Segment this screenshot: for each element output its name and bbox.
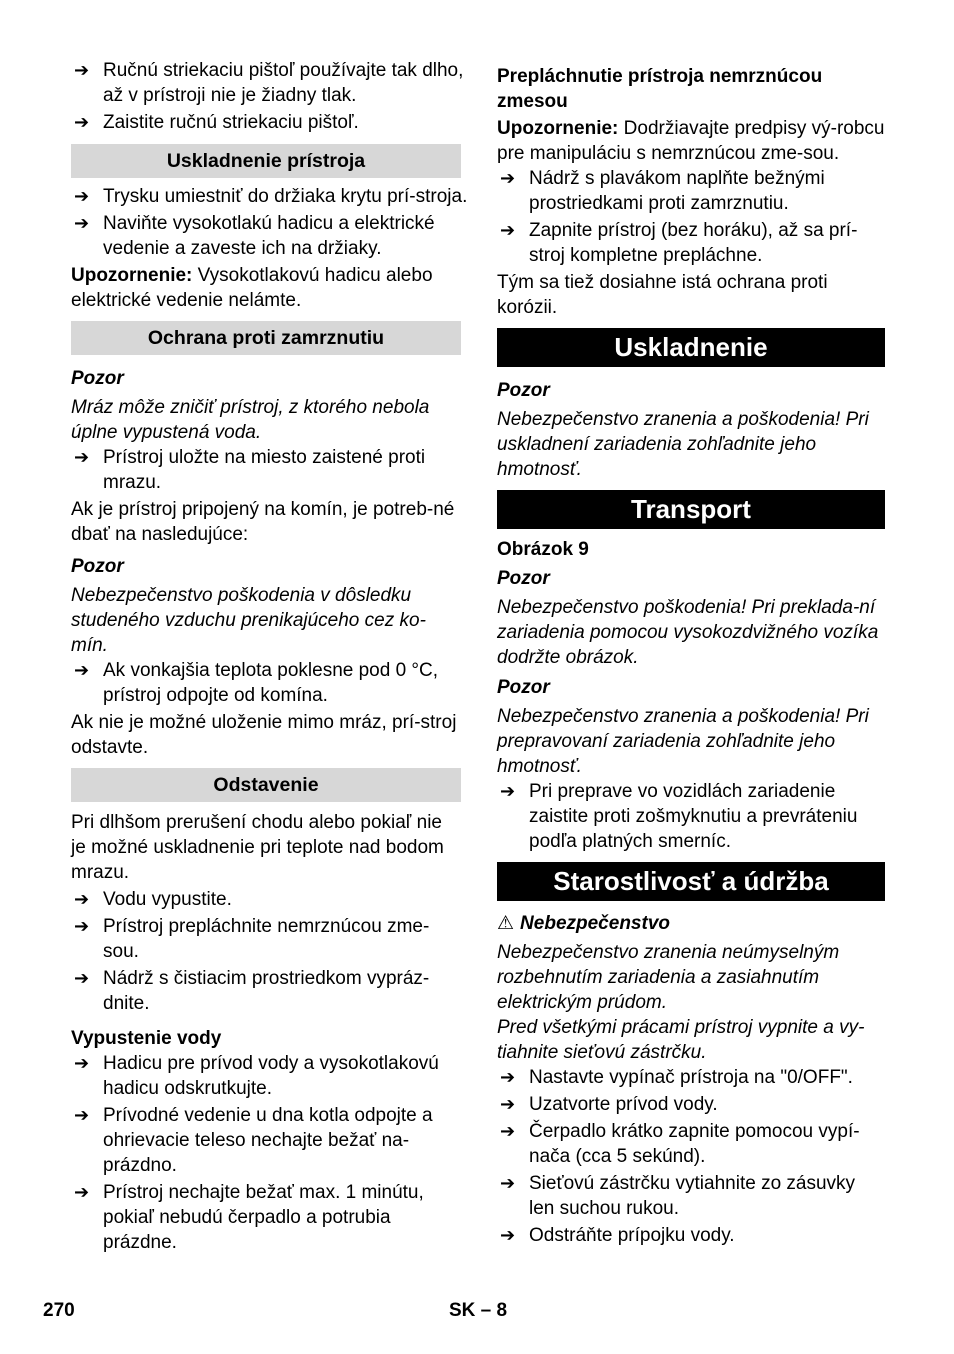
bullet-item: ➔ Naviňte vysokotlakú hadicu a elektrické vedenie a zaveste ich na držiaky. — [71, 211, 461, 261]
caution-label: Pozor — [497, 380, 550, 401]
caution-text: Mráz môže zničiť prístroj, z ktorého nebola úplne vypustená voda. — [71, 397, 430, 443]
caution-text: Nebezpečenstvo poškodenia v dôsledku studeného vzduchu prenikajúceho cez ko-mín. — [71, 585, 426, 656]
section-heading-storage-device: Uskladnenie prístroja — [71, 144, 461, 178]
bullet-item: ➔ Čerpadlo krátko zapnite pomocou vypí-nača (cca 5 sekúnd). — [497, 1119, 885, 1169]
caution-label: Pozor — [71, 368, 124, 389]
section-heading-shutdown: Odstavenie — [71, 768, 461, 802]
section-code: SK – 8 — [449, 1300, 508, 1321]
note-text: Vysokotlakovú hadicu alebo elektrické vedenie nelámte. — [71, 265, 433, 311]
caution-text: Nebezpečenstvo zranenia a poškodenia! Pri uskladnení zariadenia zohľadnite jeho hmotnosť. — [497, 409, 869, 480]
chapter-heading-transport: Transport — [497, 490, 885, 529]
bullet-item: ➔ Nádrž s plavákom naplňte bežnými prostriedkami proti zamrznutiu. — [497, 166, 885, 216]
danger-text: Nebezpečenstvo zranenia neúmyselným rozbehnutím zariadenia a zasiahnutím elektrickým prúdom. — [497, 942, 840, 1013]
paragraph: Ak nie je možné uloženie mimo mráz, prí-stroj odstavte. — [71, 712, 457, 758]
section-heading-frost-protection: Ochrana proti zamrznutiu — [71, 321, 461, 355]
page-number: 270 — [43, 1300, 75, 1321]
right-column — [497, 58, 885, 1248]
note-text: Dodržiavajte predpisy vý-robcu pre manipuláciu s nemrznúcou zme-sou. — [497, 118, 885, 164]
bullet-item: ➔ Zaistite ručnú striekaciu pištoľ. — [71, 110, 461, 135]
danger-text: Pred všetkými prácami prístroj vypnite a vy-tiahnite sieťovú zástrčku. — [497, 1017, 865, 1063]
bullet-item: ➔ Uzatvorte prívod vody. — [497, 1092, 885, 1117]
bullet-item: ➔ Ak vonkajšia teplota poklesne pod 0 °C, prístroj odpojte od komína. — [71, 658, 461, 708]
bullet-item: ➔ Prístroj uložte na miesto zaistené proti mrazu. — [71, 445, 461, 495]
bullet-item: ➔ Nastavte vypínač prístroja na "0/OFF". — [497, 1065, 885, 1090]
figure-reference: Obrázok 9 — [497, 539, 589, 560]
paragraph: Pri dlhšom prerušení chodu alebo pokiaľ nie je možné uskladnenie pri teplote nad bodom mrazu. — [71, 812, 444, 883]
bullet-item: ➔ Vodu vypustite. — [71, 887, 461, 912]
chapter-heading-storage: Uskladnenie — [497, 328, 885, 367]
subheading-flush: Prepláchnutie prístroja nemrznúcou zmesou — [497, 66, 823, 112]
chapter-heading-care: Starostlivosť a údržba — [497, 862, 885, 901]
caution-label: Pozor — [497, 677, 550, 698]
bullet-item: ➔ Prívodné vedenie u dna kotla odpojte a ohrievacie teleso nechajte bežať na-prázdno. — [71, 1103, 461, 1178]
bullet-item: ➔ Ručnú striekaciu pištoľ používajte tak dlho, až v prístroji nie je žiadny tlak. — [71, 58, 478, 108]
note-paragraph — [497, 116, 885, 166]
subheading-drain-water: Vypustenie vody — [71, 1028, 222, 1049]
bullet-item: ➔ Prístroj prepláchnite nemrznúcou zme-sou. — [71, 914, 461, 964]
bullet-item: ➔ Pri preprave vo vozidlách zariadenie zaistite proti zošmyknutiu a prevráteniu podľa platných smerníc. — [497, 779, 885, 854]
danger-label: Nebezpečenstvo — [520, 913, 670, 934]
caution-text: Nebezpečenstvo poškodenia! Pri preklada-ní zariadenia pomocou vysokozdvižného vozíka dodržte obrázok. — [497, 597, 879, 668]
note-label: Upozornenie: — [497, 118, 619, 139]
bullet-item: ➔ Hadicu pre prívod vody a vysokotlakovú hadicu odskrutkujte. — [71, 1051, 461, 1101]
bullet-item: ➔ Nádrž s čistiacim prostriedkom vypráz-dnite. — [71, 966, 461, 1016]
paragraph: Ak je prístroj pripojený na komín, je potreb-né dbať na nasledujúce: — [71, 499, 455, 545]
paragraph: Tým sa tiež dosiahne istá ochrana proti korózii. — [497, 272, 828, 318]
bullet-item: ➔ Prístroj nechajte bežať max. 1 minútu, pokiaľ nebudú čerpadlo a potrubia prázdne. — [71, 1180, 461, 1255]
note-paragraph — [71, 263, 461, 313]
warning-triangle-icon: ⚠ — [497, 912, 515, 934]
left-column — [71, 58, 468, 1255]
note-label: Upozornenie: — [71, 265, 193, 286]
caution-label: Pozor — [497, 568, 550, 589]
caution-text: Nebezpečenstvo zranenia a poškodenia! Pri prepravovaní zariadenia zohľadnite jeho hmotnosť. — [497, 706, 869, 777]
bullet-item: ➔ Odstráňte prípojku vody. — [497, 1223, 885, 1248]
caution-label: Pozor — [71, 556, 124, 577]
bullet-item: ➔ Trysku umiestniť do držiaka krytu prí-stroja. — [71, 184, 478, 209]
bullet-item: ➔ Zapnite prístroj (bez horáku), až sa prí-stroj kompletne prepláchne. — [497, 218, 885, 268]
bullet-item: ➔ Sieťovú zástrčku vytiahnite zo zásuvky len suchou rukou. — [497, 1171, 885, 1221]
danger-heading — [497, 911, 885, 936]
